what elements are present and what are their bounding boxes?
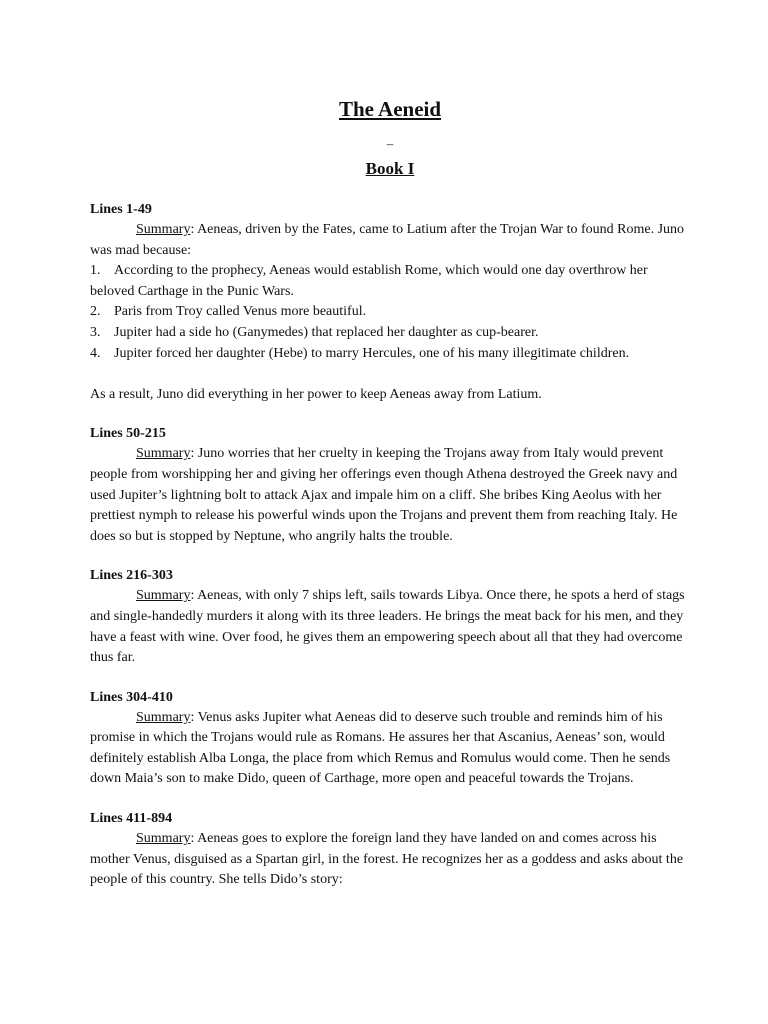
section-conclusion: As a result, Juno did everything in her power to keep Aeneas away from Latium. [90, 386, 542, 402]
section-summary [90, 708, 690, 790]
document-page [90, 92, 690, 891]
section-lines-411-894 [90, 808, 690, 891]
list-number: 3. [90, 324, 101, 340]
summary-label: Summary [136, 831, 191, 847]
list-text: According to the prophecy, Aeneas would establish Rome, which would one day overthrow her beloved Carthage in the Punic Wars. [90, 263, 648, 299]
section-lines-50-215 [90, 423, 690, 547]
list-item [90, 261, 690, 302]
section-heading: Lines 304-410 [90, 689, 173, 705]
summary-text: : Aeneas goes to explore the foreign land they have landed on and comes across his mother Venus, disguised as a Spartan girl, in the forest. He recognizes her as a goddess and asks about the people of this country. She tells Dido’s story: [90, 831, 684, 888]
section-summary [90, 444, 690, 547]
section-heading: Lines 411-894 [90, 811, 173, 827]
list-item [90, 323, 690, 344]
document-title: The Aeneid [338, 97, 442, 121]
section-lines-304-410 [90, 687, 690, 790]
summary-label: Summary [136, 446, 191, 462]
section-heading: Lines 50-215 [90, 426, 166, 442]
list-text: Jupiter had a side ho (Ganymedes) that replaced her daughter as cup-bearer. [114, 324, 539, 340]
list-text: Jupiter forced her daughter (Hebe) to marry Hercules, one of his many illegitimate children. [114, 345, 630, 361]
list-number: 4. [90, 345, 101, 361]
summary-text: : Aeneas, with only 7 ships left, sails towards Libya. Once there, he spots a herd of stags and single-handedly murders it along with its three leaders. He brings the meat back for his men, and they have a feast with wine. Over food, he gives them an empowering speech about all that they had overcome thus far. [90, 588, 685, 666]
section-heading: Lines 216-303 [90, 568, 173, 584]
summary-text: : Aeneas, driven by the Fates, came to Latium after the Trojan War to found Rome. Juno was mad because: [90, 222, 685, 258]
section-lines-216-303 [90, 565, 690, 668]
summary-label: Summary [136, 222, 191, 237]
reasons-list [90, 261, 690, 364]
list-text: Paris from Troy called Venus more beautiful. [114, 304, 367, 320]
section-summary [90, 586, 690, 668]
summary-label: Summary [136, 709, 191, 725]
summary-text: : Venus asks Jupiter what Aeneas did to deserve such trouble and reminds him of his promise in which the Trojans would rule as Romans. He assures her that Ascanius, Aeneas’ son, would definitely establish Alba Longa, the place from which Remus and Romulus would come. Then he sends down Maia’s son to make Dido, queen of Carthage, more open and peaceful towards the Trojans. [90, 709, 671, 787]
list-item [90, 344, 690, 365]
list-number: 1. [90, 263, 101, 279]
book-title: Book I [365, 159, 415, 178]
section-summary [90, 829, 690, 891]
section-heading: Lines 1-49 [90, 202, 152, 217]
section-summary [90, 220, 690, 261]
summary-label: Summary [136, 588, 191, 604]
list-number: 2. [90, 304, 101, 320]
list-item [90, 302, 690, 323]
summary-text: : Juno worries that her cruelty in keeping the Trojans away from Italy would prevent people from worshipping her and giving her offerings even though Athena destroyed the Greek navy and used Jupiter’s lightning bolt to attack Ajax and impale him on a cliff. She bribes King Aeolus with her prettiest nymph to release his powerful winds upon the Trojans and prevent them from reaching Italy. He does so but is stopped by Neptune, who angrily halts the trouble. [90, 446, 678, 544]
title-dash: – [386, 136, 394, 151]
section-lines-1-49 [90, 199, 690, 405]
